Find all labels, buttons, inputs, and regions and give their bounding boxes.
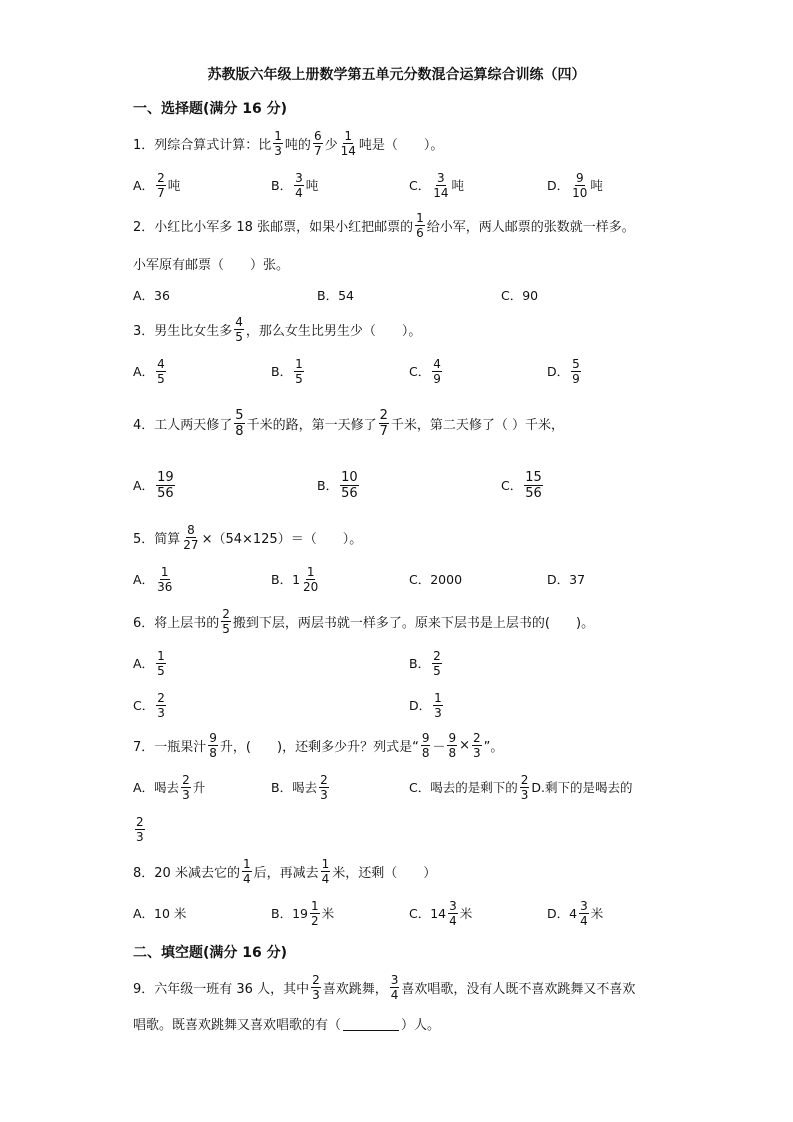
option-d: D．37 [547,572,586,587]
option-a: A． 19 56 [133,469,174,501]
option-b: B． 3 4 吨 [271,170,319,200]
option-d-cont: 2 3 [136,814,144,844]
fraction: 6 7 [313,128,322,158]
option-a: A．36 [133,288,170,303]
question-2: 2．小红比小军多 18 张邮票，如果小红把邮票的 1 6 给小军，两人邮票的张数就一样多。 [133,210,635,240]
option-b: B．19 1 2 米 [271,898,335,928]
option-c-d: C．喝去的是剩下的 2 3 D.剩下的是喝去的 [409,772,633,802]
option-c: C． 3 14 吨 [409,170,465,200]
option-c: C． 2 3 [133,690,165,720]
option-b: B． 10 56 [317,469,358,501]
option-a: A．10 米 [133,906,187,921]
option-d: D． 1 3 [409,690,442,720]
question-2-cont: 小军原有邮票（ ）张。 [133,257,290,273]
option-a: A．喝去 2 3 升 [133,772,206,802]
fraction: 1 14 [340,128,356,158]
option-b: B．54 [317,288,354,303]
page-title: 苏教版六年级上册数学第五单元分数混合运算综合训练（四） [207,67,586,83]
option-c: C．14 3 4 米 [409,898,473,928]
fraction: 1 3 [274,128,282,158]
option-a: A． 1 5 [133,648,165,678]
question-4: 4．工人两天修了 5 8 千米的路，第一天修了 2 7 千米，第二天修了（ ）千米， [133,407,564,439]
section-heading-fill: 二、填空题(满分 16 分) [133,945,288,961]
question-7: 7．一瓶果汁 9 8 升，( )，还剩多少升？列式是“ 9 8 － $\frac{9}{8}$ × $\frac{2}{3}$ ”。 [133,730,504,760]
question-9-cont: 唱歌。既喜欢跳舞又喜欢唱歌的有（ ）人。 [133,1017,441,1033]
question-8: 8．20 米减去它的 1 4 后，再减去 1 4 米，还剩（ ） [133,856,437,886]
section-heading-choice: 一、选择题(满分 16 分) [133,101,288,117]
option-d: D． 9 10 吨 [547,170,603,200]
option-c: C．90 [501,288,539,303]
option-b: B． 1 5 [271,356,303,386]
option-b: B．喝去 2 3 [271,772,328,802]
option-c: C． 15 56 [501,469,542,501]
question-9: 9．六年级一班有 36 人，其中 2 3 喜欢跳舞， 3 4 喜欢唱歌，没有人既不喜欢跳舞又不喜欢 [133,972,636,1002]
option-c: C． 4 9 [409,356,441,386]
question-6: 6．将上层书的 2 5 搬到下层，两层书就一样多了。原来下层书是上层书的( )。 [133,606,595,636]
option-d: D． 5 9 [547,356,580,386]
option-b: B． 1 1 20 [271,564,319,594]
option-b: B． 2 5 [409,648,441,678]
option-a: A． 1 36 [133,564,173,594]
option-a: A． 4 5 [133,356,165,386]
option-a: A． 2 7 吨 [133,170,181,200]
question-1: 1．列综合算式计算：比 1 3 吨的 6 7 少 1 14 吨是（ ）。 [133,128,444,158]
option-d: D．4 3 4 米 [547,898,604,928]
answer-blank[interactable] [343,1016,399,1031]
question-3: 3．男生比女生多 4 5 ，那么女生比男生少（ ）。 [133,314,422,344]
option-c: C．2000 [409,572,463,587]
question-5: 5．简算 $\frac{8}{27}$ ×（54×125）＝（ ）。 [133,522,363,552]
